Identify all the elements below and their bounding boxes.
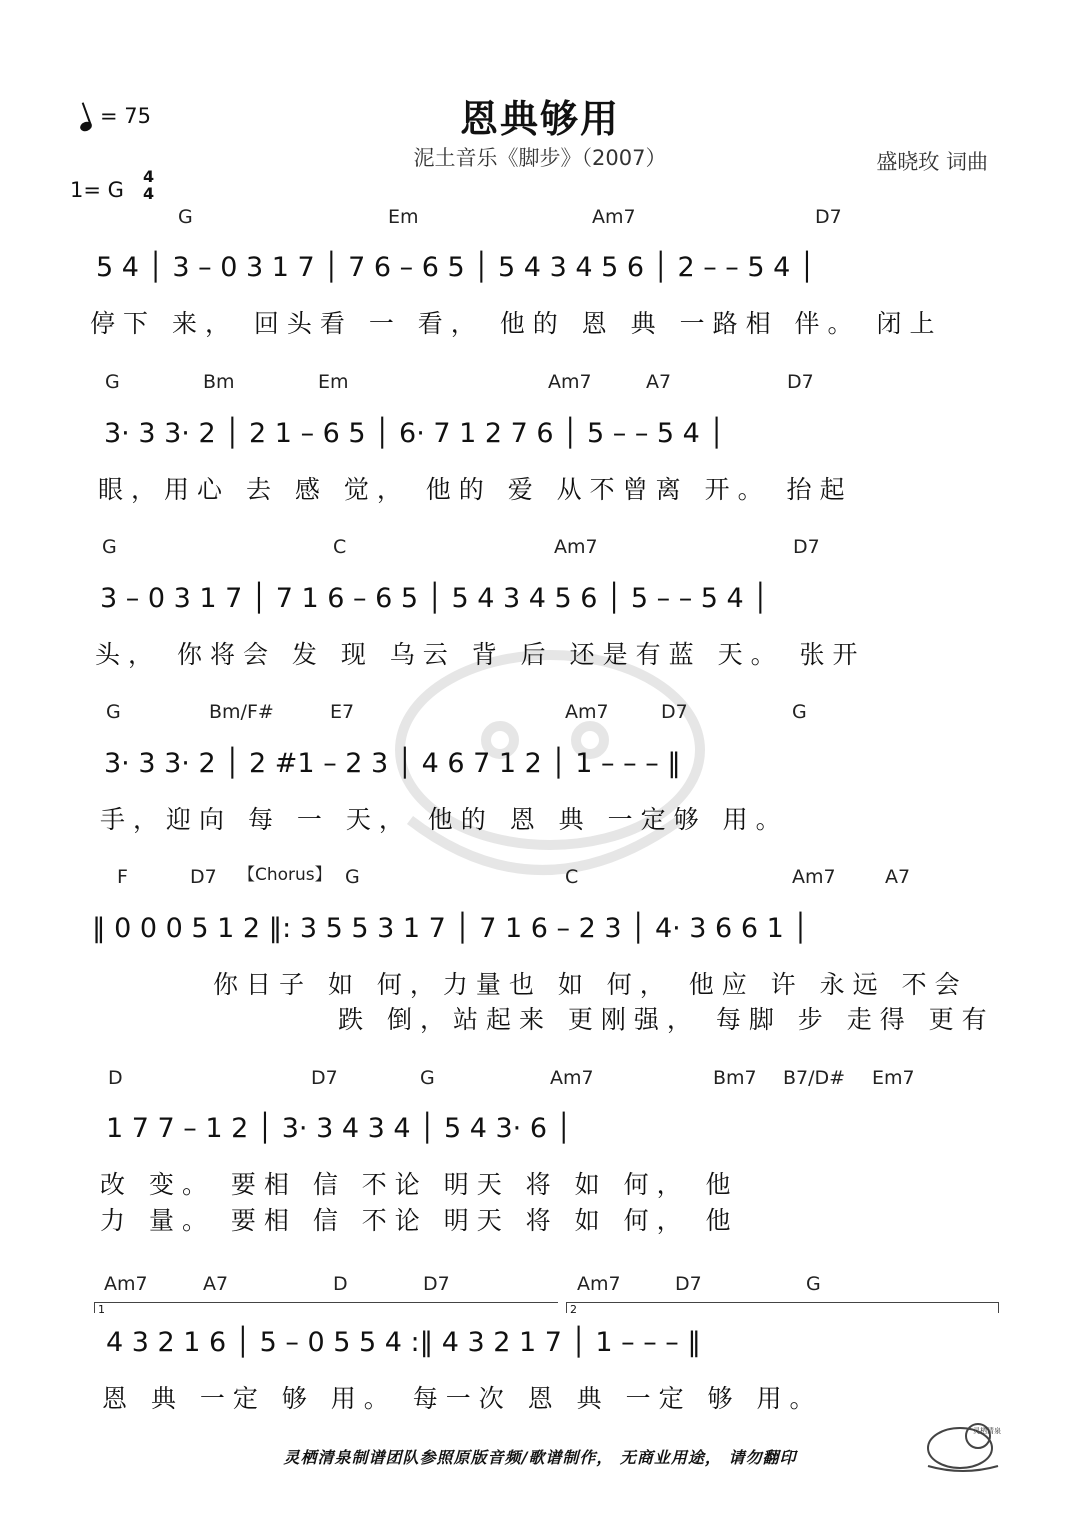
chord: F <box>117 866 128 888</box>
chord: D7 <box>661 701 688 723</box>
lyrics-row-6-verse-1: 改 变。 要相 信 不论 明天 将 如 何， 他 <box>100 1170 739 1199</box>
chord: D7 <box>311 1067 338 1089</box>
chord: Am7 <box>592 206 636 228</box>
chord: A7 <box>646 371 672 393</box>
chord: Am7 <box>565 701 609 723</box>
time-signature <box>143 168 154 202</box>
notation-row-4: 3· 3 3· 2 │ 2 #1 – 2 3 │ 4 6 7 1 2 │ 1 – – – ‖ <box>104 748 681 779</box>
chord: G <box>792 701 807 723</box>
chord: G <box>106 701 121 723</box>
chorus-marker: 【Chorus】 <box>238 865 332 885</box>
chord: Am7 <box>104 1273 148 1295</box>
lyrics-row-6-verse-2: 力 量。 要相 信 不论 明天 将 如 何， 他 <box>100 1206 739 1235</box>
lyrics-row-5-verse-1: 你日子 如 何，力量也 如 何， 他应 许 永远 不会 <box>213 970 968 999</box>
chord: Am7 <box>577 1273 621 1295</box>
volta-number: 2 <box>570 1303 577 1316</box>
chord-row-7 <box>0 1273 1080 1297</box>
chord: G <box>105 371 120 393</box>
chord: C <box>333 536 347 558</box>
time-top: 4 <box>143 167 155 186</box>
chord: D7 <box>815 206 842 228</box>
chord-row-3 <box>0 536 1080 560</box>
tempo-value: = 75 <box>100 104 151 128</box>
chord-row-5 <box>0 862 1080 890</box>
chord: D <box>108 1067 123 1089</box>
lyrics-row-7: 恩 典 一定 够 用。 每一次 恩 典 一定 够 用。 <box>102 1384 823 1413</box>
chord: Em <box>388 206 419 228</box>
chord: D7 <box>675 1273 702 1295</box>
chord: D7 <box>787 371 814 393</box>
notation-row-1: 5 4 │ 3 – 0 3 1 7 │ 7 6 – 6 5 │ 5 4 3 4 5 6 │ 2 – – 5 4 │ <box>96 252 816 283</box>
volta-bracket-1 <box>94 1302 558 1316</box>
notation-row-6: 1 7 7 – 1 2 │ 3· 3 4 3 4 │ 5 4 3· 6 │ <box>106 1113 572 1144</box>
chord: B7/D# <box>783 1067 846 1089</box>
notation-row-5: ‖ 0 0 0 5 1 2 ‖: 3 5 5 3 1 7 │ 7 1 6 – 2 3 │ 4· 3 6 6 1 │ <box>92 913 809 944</box>
chord: Em7 <box>872 1067 915 1089</box>
chord: D <box>333 1273 348 1295</box>
chord: Am7 <box>548 371 592 393</box>
volta-number: 1 <box>98 1303 105 1316</box>
chord-row-6 <box>0 1067 1080 1091</box>
chord: Am7 <box>554 536 598 558</box>
chord: Bm <box>203 371 235 393</box>
chord: G <box>345 866 360 888</box>
chord: G <box>178 206 193 228</box>
copyright-footer: 灵栖清泉制谱团队参照原版音频/歌谱制作， 无商业用途， 请勿翻印 <box>283 1448 797 1467</box>
chord: Em <box>318 371 349 393</box>
chord: D7 <box>793 536 820 558</box>
lyrics-row-4: 手，迎向 每 一 天， 他的 恩 典 一定够 用。 <box>100 805 789 834</box>
chord: Am7 <box>550 1067 594 1089</box>
key-signature: 1= G <box>70 178 124 202</box>
chord: G <box>806 1273 821 1295</box>
lyrics-row-3: 头， 你将会 发 现 乌云 背 后 还是有蓝 天。 张开 <box>95 640 866 669</box>
chord: E7 <box>330 701 355 723</box>
chord: C <box>565 866 579 888</box>
time-bottom: 4 <box>143 184 155 203</box>
chord: A7 <box>885 866 911 888</box>
volta-bracket-2 <box>566 1302 999 1316</box>
lyrics-row-2: 眼，用心 去 感 觉， 他的 爱 从不曾离 开。 抬起 <box>98 475 853 504</box>
chord: Bm7 <box>713 1067 757 1089</box>
chord: G <box>102 536 117 558</box>
lingqi-logo-icon <box>918 1418 1008 1474</box>
chord: G <box>420 1067 435 1089</box>
lyrics-row-1: 停下 来， 回头看 一 看， 他的 恩 典 一路相 伴。 闭上 <box>90 309 943 338</box>
lyrics-row-5-verse-2: 跌 倒，站起来 更刚强， 每脚 步 走得 更有 <box>338 1005 995 1034</box>
notation-row-7: 4 3 2 1 6 │ 5 – 0 5 5 4 :‖ 4 3 2 1 7 │ 1 – – – ‖ <box>106 1327 701 1358</box>
logo-text: 灵栖清泉 <box>973 1427 1001 1435</box>
chord: Bm/F# <box>209 701 274 723</box>
chord: Am7 <box>792 866 836 888</box>
chord: D7 <box>423 1273 450 1295</box>
chord: D7 <box>190 866 217 888</box>
chord: A7 <box>203 1273 229 1295</box>
chord-row-1 <box>0 206 1080 230</box>
notation-row-3: 3 – 0 3 1 7 │ 7 1 6 – 6 5 │ 5 4 3 4 5 6 │ 5 – – 5 4 │ <box>100 583 769 614</box>
notation-row-2: 3· 3 3· 2 │ 2 1 – 6 5 │ 6· 7 1 2 7 6 │ 5 – – 5 4 │ <box>104 418 725 449</box>
song-author: 盛晓玫 词曲 <box>876 150 988 174</box>
chord-row-2 <box>0 371 1080 395</box>
song-title: 恩典够用 <box>459 97 620 141</box>
song-subtitle: 泥土音乐《脚步》（2007） <box>413 146 667 170</box>
chord-row-4 <box>0 701 1080 725</box>
